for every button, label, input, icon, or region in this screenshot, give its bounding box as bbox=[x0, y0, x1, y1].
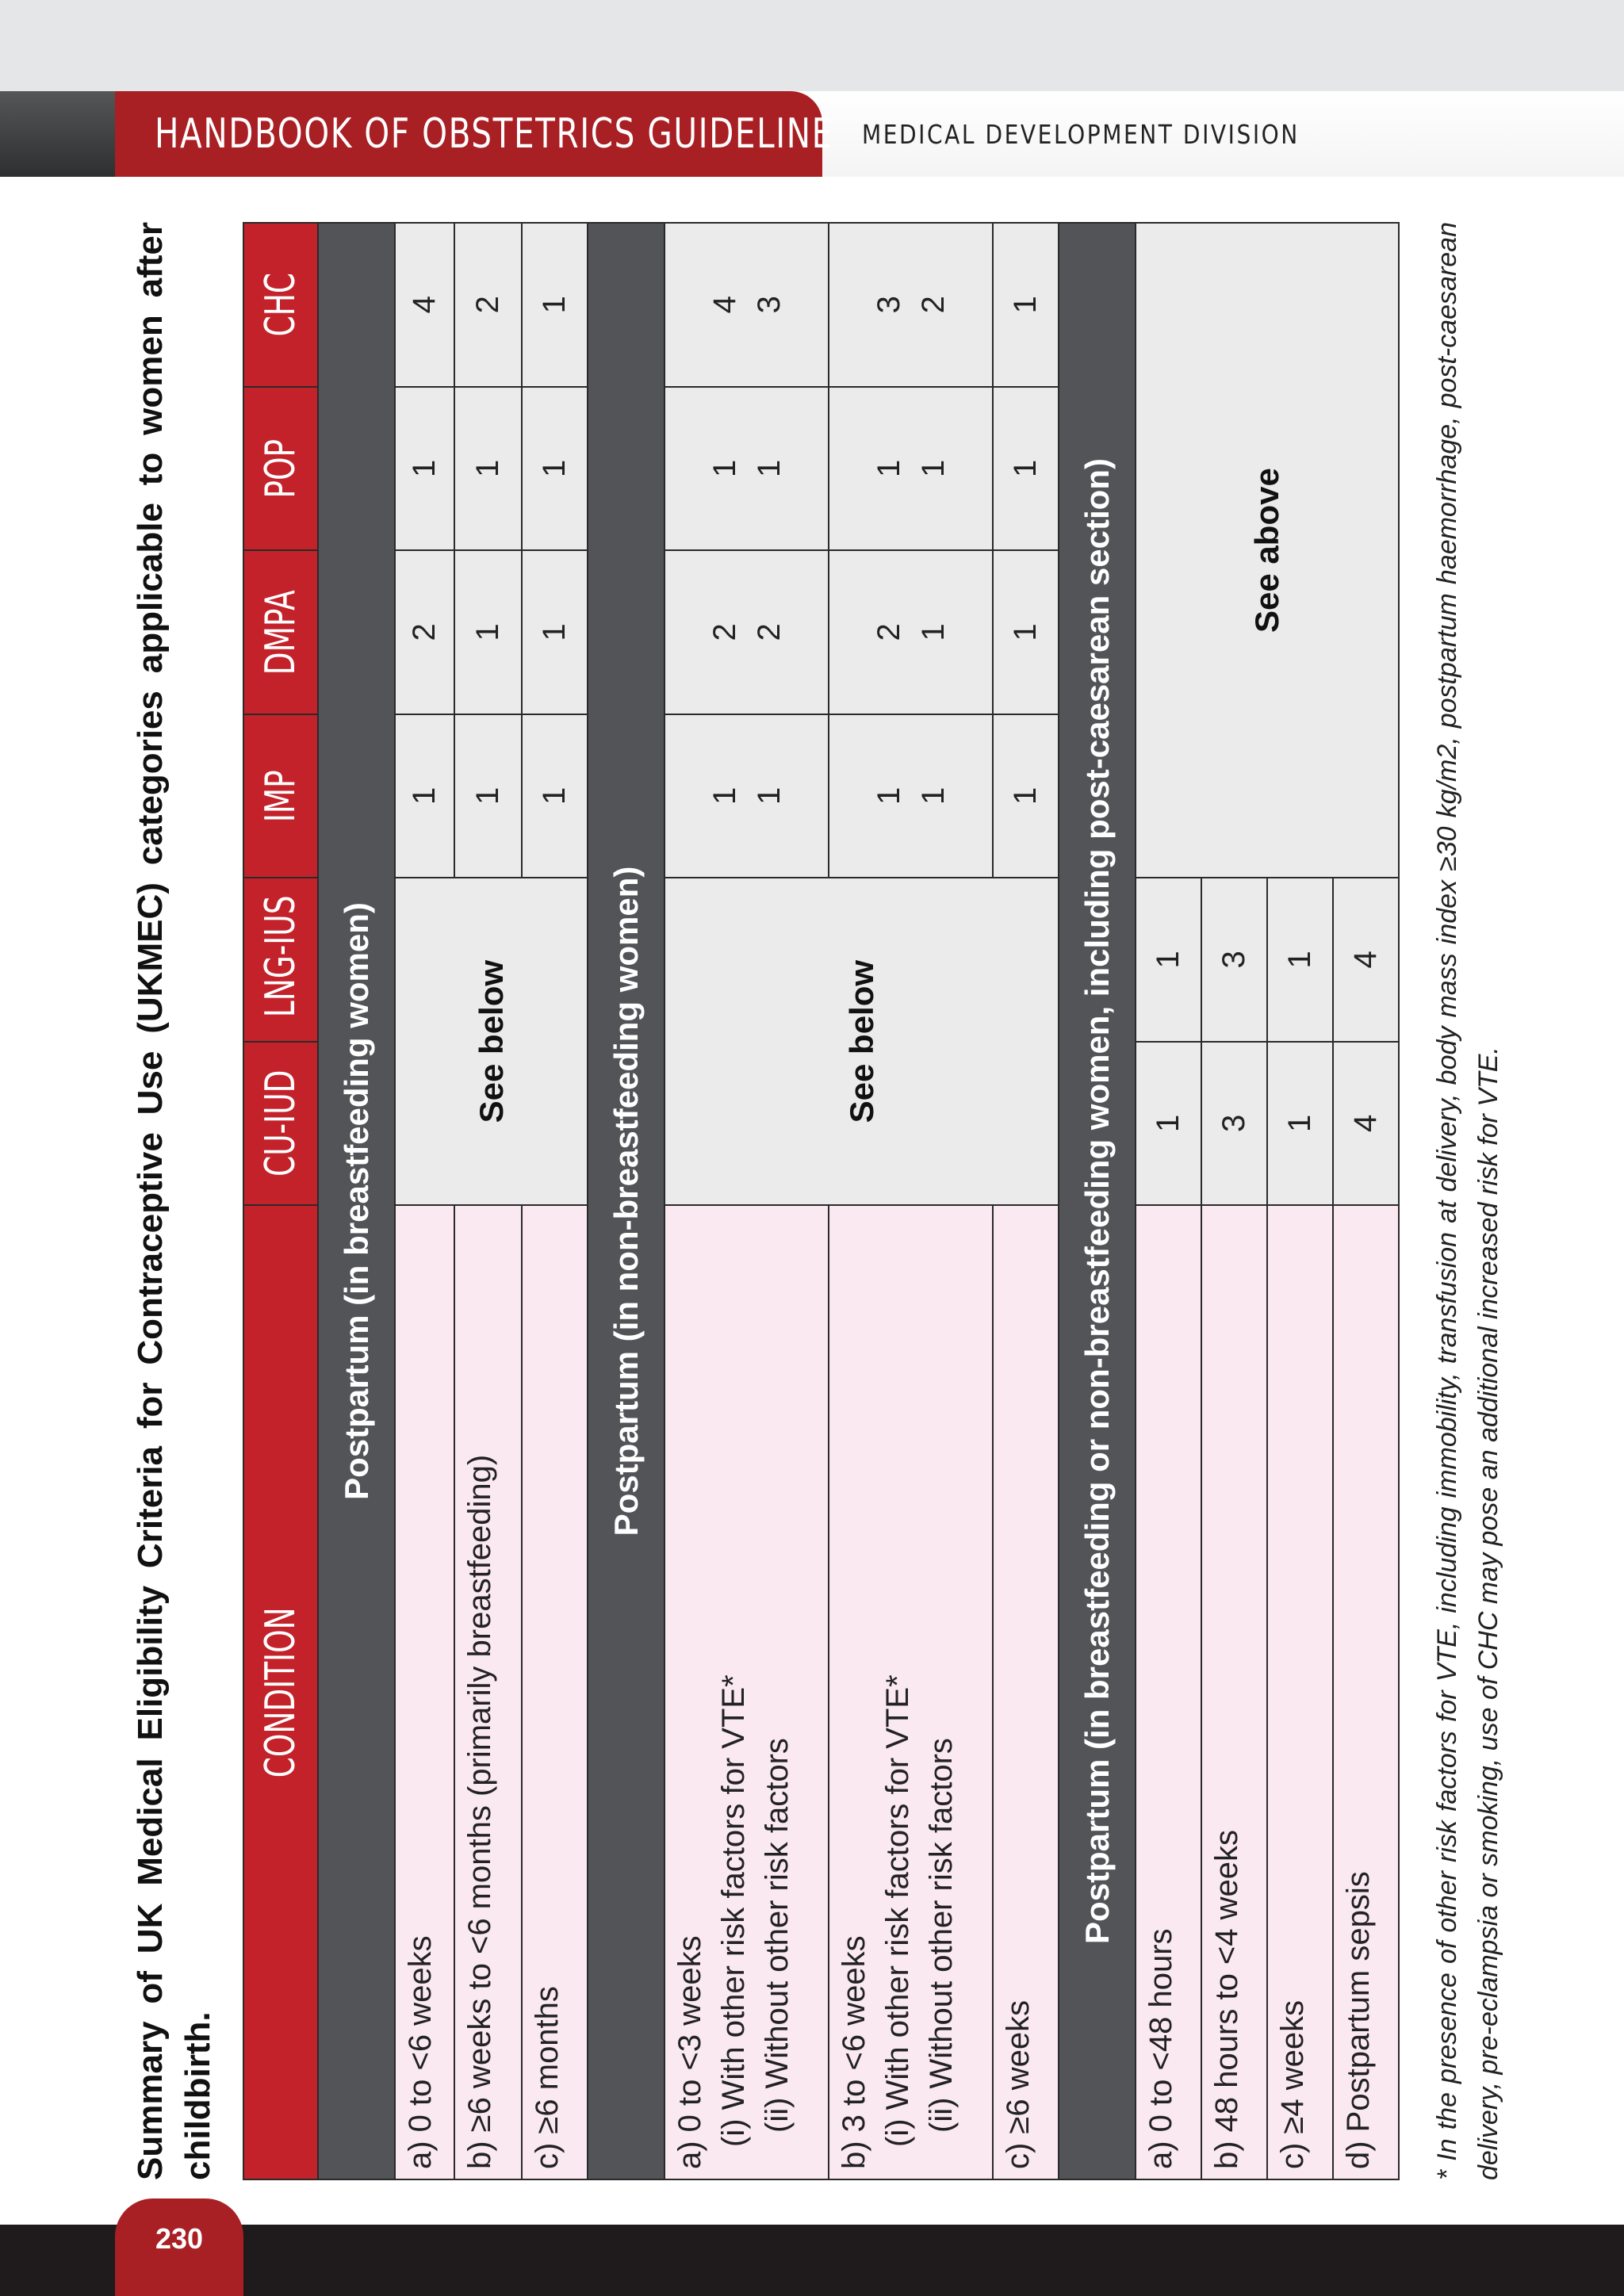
rotated-content bbox=[127, 222, 1522, 2180]
page-number: 230 bbox=[115, 2198, 243, 2296]
value-cell: 2 bbox=[454, 223, 522, 387]
value-cell: 1 bbox=[993, 387, 1059, 551]
see-above-note: See above bbox=[1136, 223, 1399, 878]
value-cell: 2 2 bbox=[665, 550, 829, 714]
condition-cell: b) 3 to <6 weeks (i) With other risk factors for VTE* (ii) Without other risk factors bbox=[829, 1205, 993, 2179]
header-division-label: MEDICAL DEVELOPMENT DIVISION bbox=[862, 118, 1300, 150]
value-cell: 1 1 bbox=[665, 387, 829, 551]
summary-heading: Summary of UK Medical Eligibility Criteria for Contraceptive Use (UKMEC) categories applicable to women after childbirth. bbox=[131, 222, 217, 2180]
header-title-banner bbox=[115, 91, 833, 177]
value-cell: 4 bbox=[395, 223, 454, 387]
value-cell: 3 bbox=[1201, 1042, 1267, 1206]
value-cell: 1 bbox=[454, 387, 522, 551]
value-cell: 3 bbox=[1201, 878, 1267, 1042]
table-row bbox=[1136, 223, 1201, 2179]
footer-bar bbox=[0, 2225, 1624, 2296]
condition-cell: a) 0 to <3 weeks (i) With other risk factors for VTE* (ii) Without other risk factors bbox=[665, 1205, 829, 2179]
condition-cell: a) 0 to <6 weeks bbox=[395, 1205, 454, 2179]
value-cell: 1 1 bbox=[829, 714, 993, 878]
value-cell: 1 bbox=[1136, 878, 1201, 1042]
top-margin bbox=[0, 0, 1624, 91]
ukmec-table bbox=[243, 222, 1400, 2180]
value-cell: 1 bbox=[395, 387, 454, 551]
section-header: Postpartum (in non-breastfeeding women) bbox=[588, 223, 665, 2179]
value-cell: 1 bbox=[993, 223, 1059, 387]
section-header: Postpartum (in breastfeeding or non-breastfeeding women, including post-caesarean section) bbox=[1059, 223, 1136, 2179]
condition-cell: b) 48 hours to <4 weeks bbox=[1201, 1205, 1267, 2179]
header-title: HANDBOOK OF OBSTETRICS GUIDELINE bbox=[155, 110, 833, 158]
table-row bbox=[665, 223, 829, 2179]
col-header-cu-iud: CU-IUD bbox=[243, 1042, 318, 1206]
condition-cell: c) ≥6 weeks bbox=[993, 1205, 1059, 2179]
value-cell: 1 bbox=[993, 714, 1059, 878]
value-cell: 1 bbox=[522, 714, 588, 878]
value-cell: 1 bbox=[454, 714, 522, 878]
condition-cell: c) ≥4 weeks bbox=[1267, 1205, 1333, 2179]
table-row bbox=[395, 223, 454, 2179]
value-cell: 1 bbox=[1267, 878, 1333, 1042]
value-cell: 1 bbox=[993, 550, 1059, 714]
value-cell: 1 bbox=[522, 550, 588, 714]
value-cell: 1 bbox=[1267, 1042, 1333, 1206]
condition-cell: b) ≥6 weeks to <6 months (primarily breastfeeding) bbox=[454, 1205, 522, 2179]
col-header-condition: CONDITION bbox=[243, 1205, 318, 2179]
col-header-imp: IMP bbox=[243, 714, 318, 878]
value-cell: 1 bbox=[522, 387, 588, 551]
value-cell: 3 2 bbox=[829, 223, 993, 387]
see-below-note: See below bbox=[395, 878, 588, 1205]
value-cell: 4 3 bbox=[665, 223, 829, 387]
footnote: * In the presence of other risk factors for VTE, including immobility, transfusion at delivery, body mass index ≥30 kg/m2, postpartum haemorrhage, post-caesarean delivery, pre-eclampsia or smoking, use of CHC may pose an additional increased risk for VTE. bbox=[1432, 222, 1503, 2180]
col-header-dmpa: DMPA bbox=[243, 550, 318, 714]
value-cell: 1 1 bbox=[829, 387, 993, 551]
value-cell: 1 bbox=[454, 550, 522, 714]
value-cell: 1 1 bbox=[665, 714, 829, 878]
see-below-note: See below bbox=[665, 878, 1059, 1205]
condition-cell: c) ≥6 months bbox=[522, 1205, 588, 2179]
header-division bbox=[862, 91, 1377, 177]
table-header-row bbox=[243, 223, 318, 2179]
value-cell: 1 bbox=[522, 223, 588, 387]
value-cell: 2 bbox=[395, 550, 454, 714]
col-header-lng-ius: LNG-IUS bbox=[243, 878, 318, 1042]
value-cell: 2 1 bbox=[829, 550, 993, 714]
section-header: Postpartum (in breastfeeding women) bbox=[318, 223, 395, 2179]
header-dark-tab bbox=[0, 91, 119, 177]
col-header-chc: CHC bbox=[243, 223, 318, 387]
condition-cell: d) Postpartum sepsis bbox=[1333, 1205, 1399, 2179]
value-cell: 4 bbox=[1333, 878, 1399, 1042]
value-cell: 1 bbox=[1136, 1042, 1201, 1206]
value-cell: 4 bbox=[1333, 1042, 1399, 1206]
value-cell: 1 bbox=[395, 714, 454, 878]
condition-cell: a) 0 to <48 hours bbox=[1136, 1205, 1201, 2179]
col-header-pop: POP bbox=[243, 387, 318, 551]
